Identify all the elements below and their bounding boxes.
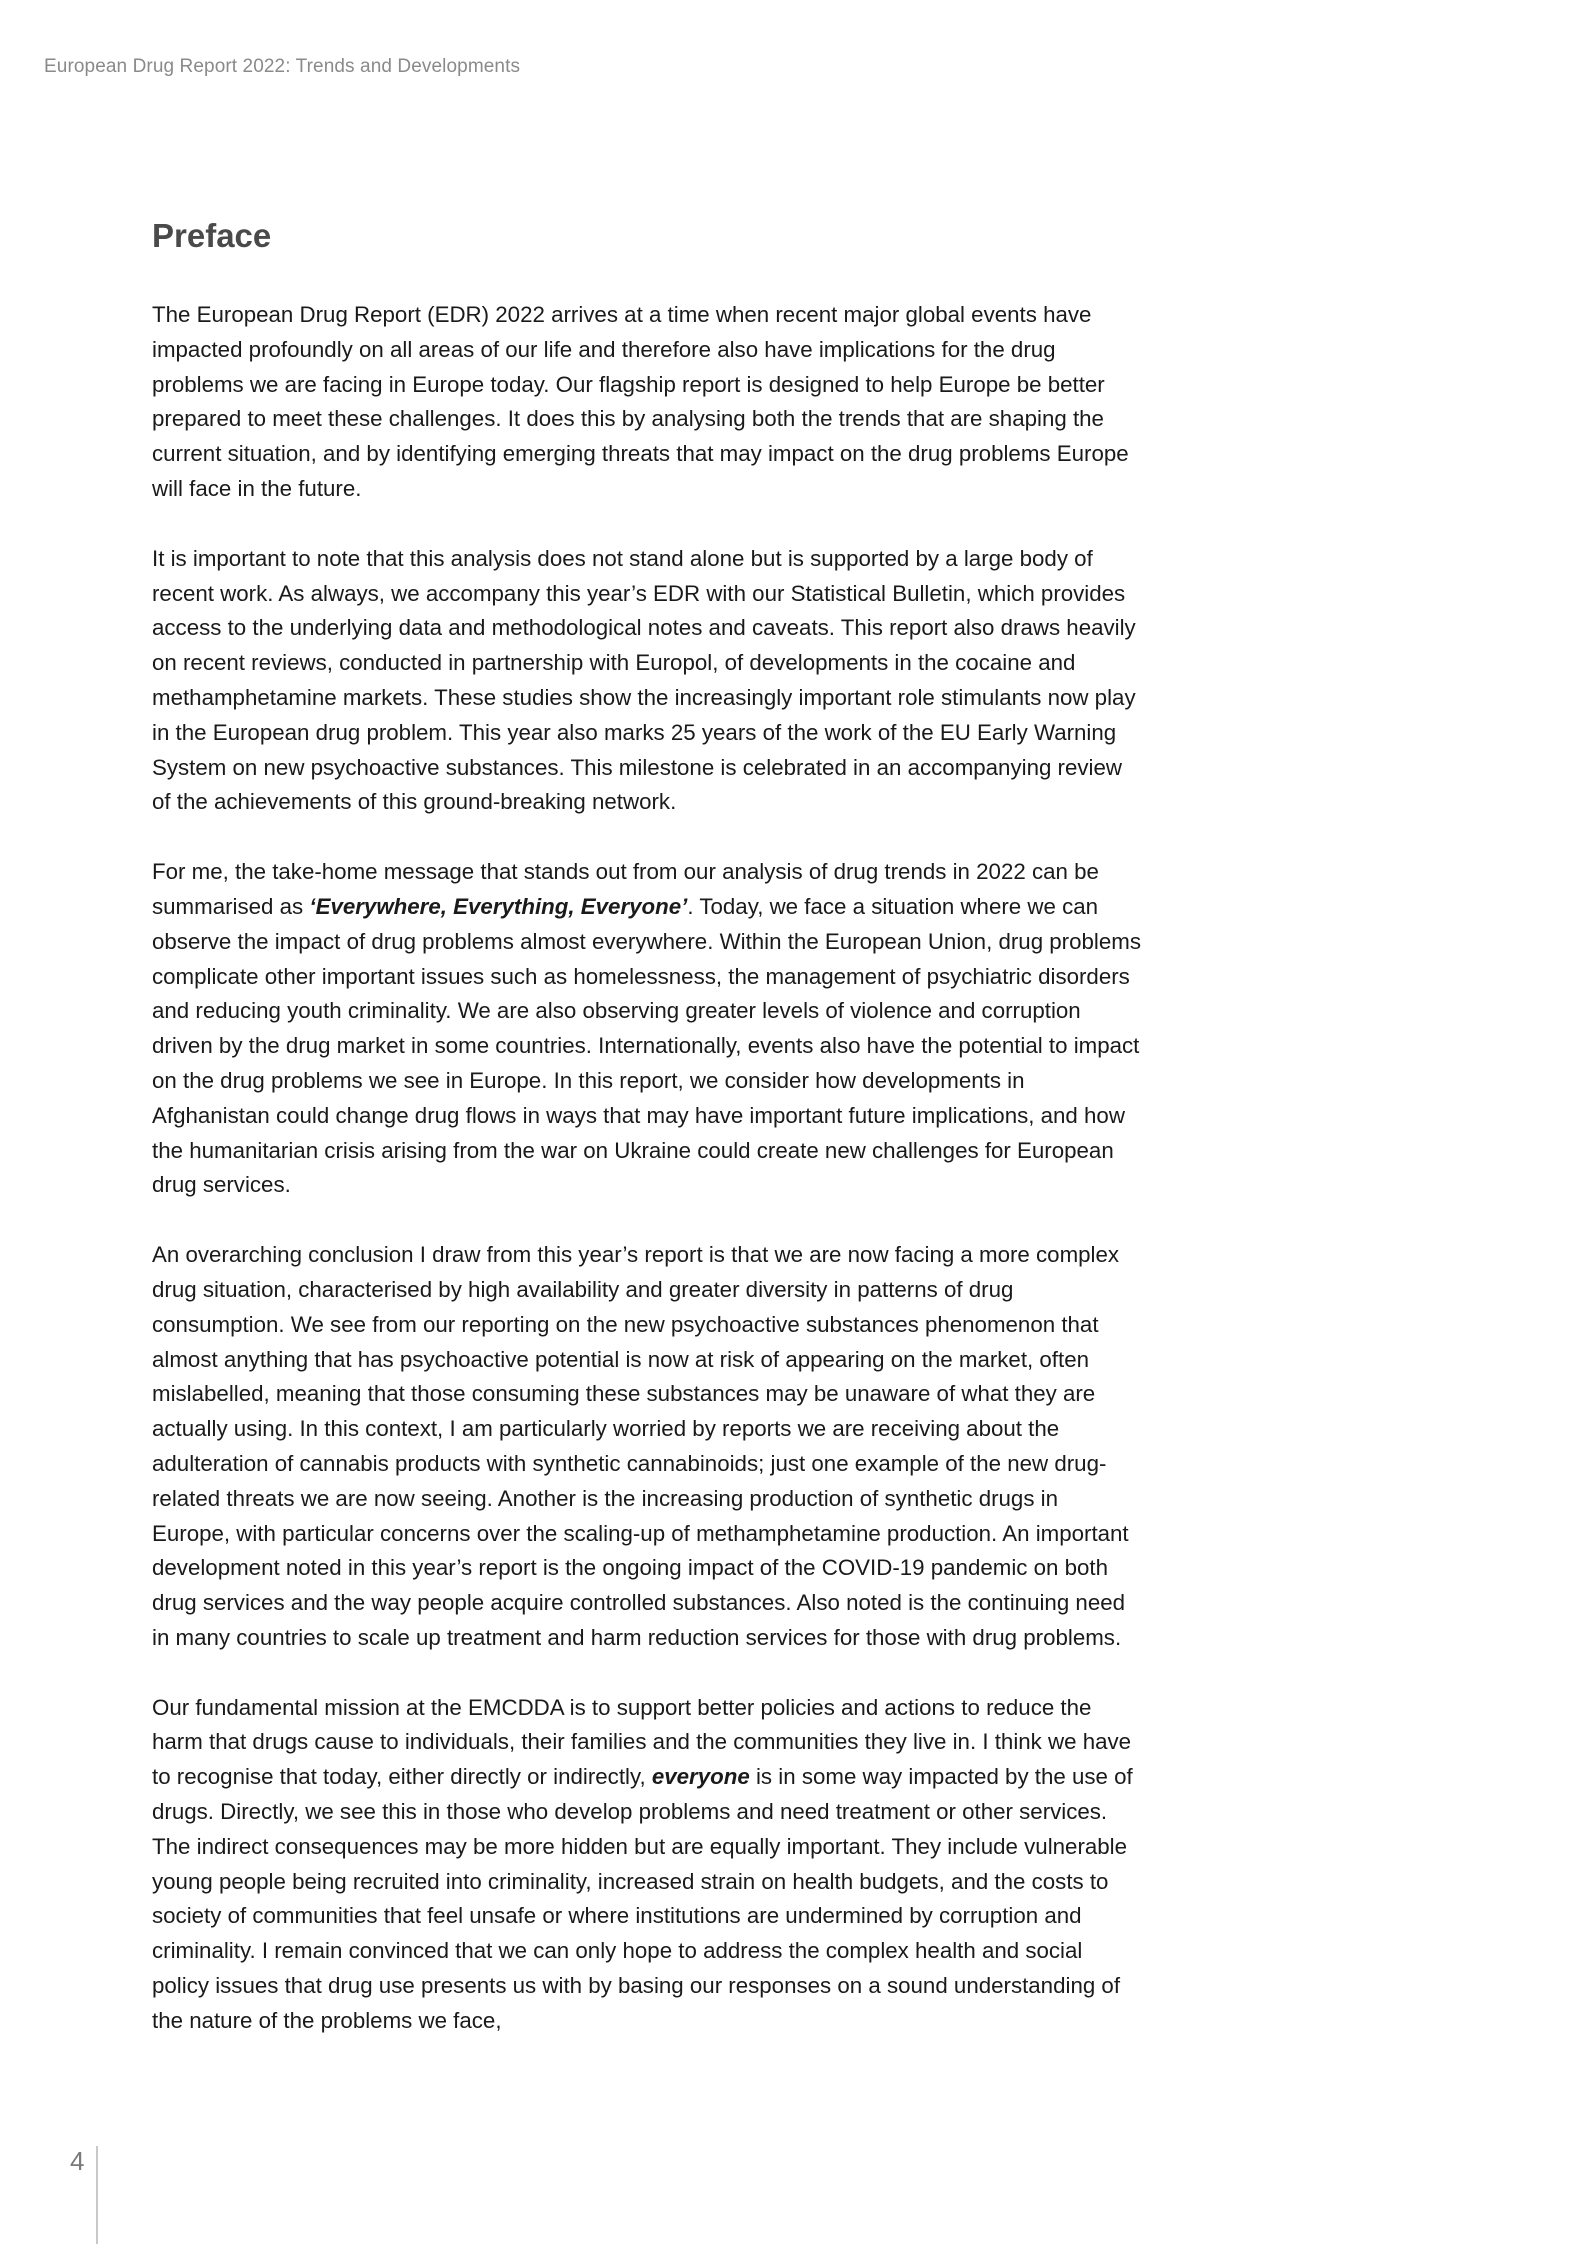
page-number: 4 [70, 2146, 85, 2176]
emphasis-everyone: everyone [651, 1764, 750, 1790]
paragraph-5 [152, 1691, 1142, 2039]
paragraph-2: It is important to note that this analysis does not stand alone but is supported by a large body of recent work. As always, we accompany this year’s EDR with our Statistical Bulletin, which provides access to the underlying data and methodological notes and caveats. This report also draws heavily on recent reviews, conducted in partnership with Europol, of developments in the cocaine and methamphetamine markets. These studies show the increasingly important role stimulants now play in the European drug problem. This year also marks 25 years of the work of the EU Early Warning System on new psychoactive substances. This milestone is celebrated in an accompanying review of the achievements of this ground-breaking network. [152, 545, 1136, 815]
running-header: European Drug Report 2022: Trends and Developments [44, 56, 521, 77]
paragraph-3 [152, 855, 1142, 1203]
paragraph-5-text-end: is in some way impacted by the use of drugs. Directly, we see this in those who develop problems and need treatment or other services. The indirect consequences may be more hidden but are equally important. They include vulnerable young people being recruited into criminality, increased strain on health budgets, and the costs to society of communities that feel unsafe or where institutions are undermined by corruption and criminality. I remain convinced that we can only hope to address the complex health and social policy issues that drug use presents us with by basing our responses on a sound understanding of the nature of the problems we face, [152, 1764, 1133, 2033]
paragraph-4: An overarching conclusion I draw from this year’s report is that we are now facing a more complex drug situation, characterised by high availability and greater diversity in patterns of drug consumption. We see from our reporting on the new psychoactive substances phenomenon that almost anything that has psychoactive potential is now at risk of appearing on the market, often mislabelled, meaning that those consuming these substances may be unaware of what they are actually using. In this context, I am particularly worried by reports we are receiving about the adulteration of cannabis products with synthetic cannabinoids; just one example of the new drug-related threats we are now seeing. Another is the increasing production of synthetic drugs in Europe, with particular concerns over the scaling-up of methamphetamine production. An important development noted in this year’s report is the ongoing impact of the COVID-19 pandemic on both drug services and the way people acquire controlled substances. Also noted is the continuing need in many countries to scale up treatment and harm reduction services for those with drug problems. [152, 1242, 1129, 1650]
paragraph-1: The European Drug Report (EDR) 2022 arrives at a time when recent major global events have impacted profoundly on all areas of our life and therefore also have implications for the drug problems we are facing in Europe today. Our flagship report is designed to help Europe be better prepared to meet these challenges. It does this by analysing both the trends that are shaping the current situation, and by identifying emerging threats that may impact on the drug problems Europe will face in the future. [152, 302, 1129, 501]
preface-section [152, 214, 1142, 2074]
emphasis-everywhere-everything-everyone: ‘Everywhere, Everything, Everyone’ [309, 893, 688, 919]
paragraph-3-text-start: For me, the take-home message that stands out from our analysis of drug trends in 2022 can be summarised as [152, 859, 1099, 919]
paragraph-3-text-end: . Today, we face a situation where we can observe the impact of drug problems almost everywhere. Within the European Union, drug problems complicate other important issues such as homelessness, the management of psychiatric disorders and reducing youth criminality. We are also observing greater levels of violence and corruption driven by the drug market in some countries. Internationally, events also have the potential to impact on the drug problems we see in Europe. In this report, we consider how developments in Afghanistan could change drug flows in ways that may have important future implications, and how the humanitarian crisis arising from the war on Ukraine could create new challenges for European drug services. [152, 893, 1141, 1198]
section-title: Preface [152, 217, 272, 254]
paragraph-5-text-start: Our fundamental mission at the EMCDDA is to support better policies and actions to reduce the harm that drugs cause to individuals, their families and the communities they live in. I think we have to recognise that today, either directly or indirectly, [152, 1694, 1132, 1790]
footer-divider [96, 2146, 98, 2244]
